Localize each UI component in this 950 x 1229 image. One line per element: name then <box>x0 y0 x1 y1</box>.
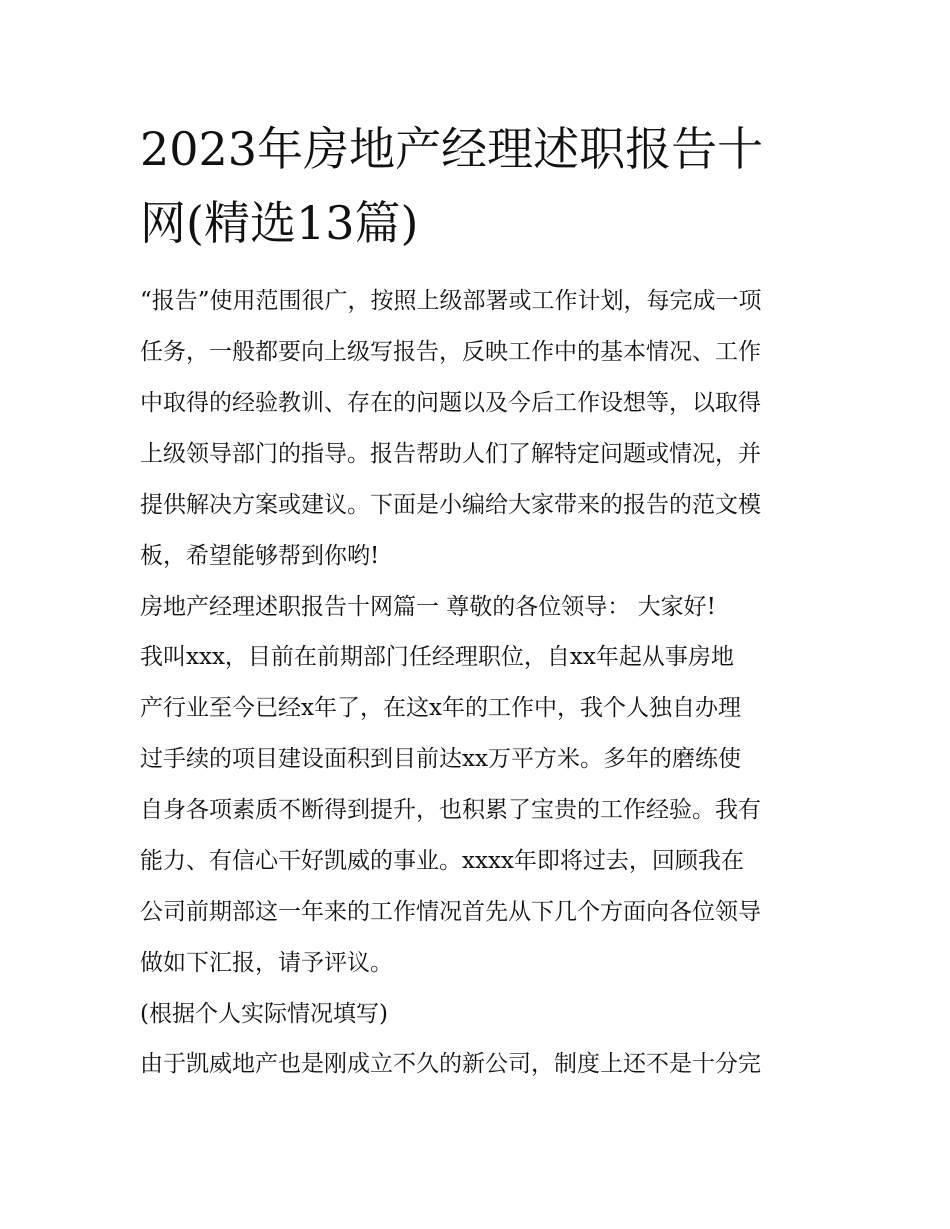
paragraph-line: 公司前期部这一年来的工作情况首先从下几个方面向各位领导 <box>140 899 761 925</box>
document-title <box>140 112 820 260</box>
continuation-paragraph <box>140 1039 820 1090</box>
paragraph-line: 过手续的项目建设面积到目前达xx万平方米。多年的磨练使 <box>140 746 741 772</box>
main-paragraph <box>140 632 820 989</box>
paragraph-line: 自身各项素质不断得到提升，也积累了宝贵的工作经验。我有 <box>140 797 761 823</box>
note-paragraph <box>140 989 820 1040</box>
paragraph-line: 中取得的经验教训、存在的问题以及今后工作设想等，以取得 <box>140 390 761 416</box>
note-text: (根据个人实际情况填写) <box>140 1001 388 1027</box>
paragraph-line: 上级领导部门的指导。报告帮助人们了解特定问题或情况，并 <box>140 441 761 467</box>
paragraph-line: 我叫xxx，目前在前期部门任经理职位，自xx年起从事房地 <box>140 644 734 670</box>
paragraph-line: 提供解决方案或建议。下面是小编给大家带来的报告的范文模 <box>140 492 761 518</box>
section-heading <box>140 582 820 633</box>
paragraph-line: 能力、有信心干好凯威的事业。xxxx年即将过去，回顾我在 <box>140 848 744 874</box>
section-heading-text: 房地产经理述职报告十网篇一 尊敬的各位领导： 大家好! <box>140 594 716 620</box>
paragraph-line: 板，希望能够帮到你哟! <box>140 543 380 569</box>
title-line: 网(精选13篇) <box>140 196 419 250</box>
paragraph-line: 做如下汇报，请予评议。 <box>140 950 393 976</box>
paragraph-line: 任务，一般都要向上级写报告，反映工作中的基本情况、工作 <box>140 339 761 365</box>
paragraph-line: 由于凯威地产也是刚成立不久的新公司，制度上还不是十分完 <box>140 1051 761 1077</box>
title-line: 2023年房地产经理述职报告十 <box>140 122 764 176</box>
paragraph-line: 产行业至今已经x年了，在这x年的工作中，我个人独自办理 <box>140 695 741 721</box>
intro-paragraph <box>140 276 820 582</box>
paragraph-line: “报告”使用范围很广，按照上级部署或工作计划，每完成一项 <box>140 288 762 314</box>
